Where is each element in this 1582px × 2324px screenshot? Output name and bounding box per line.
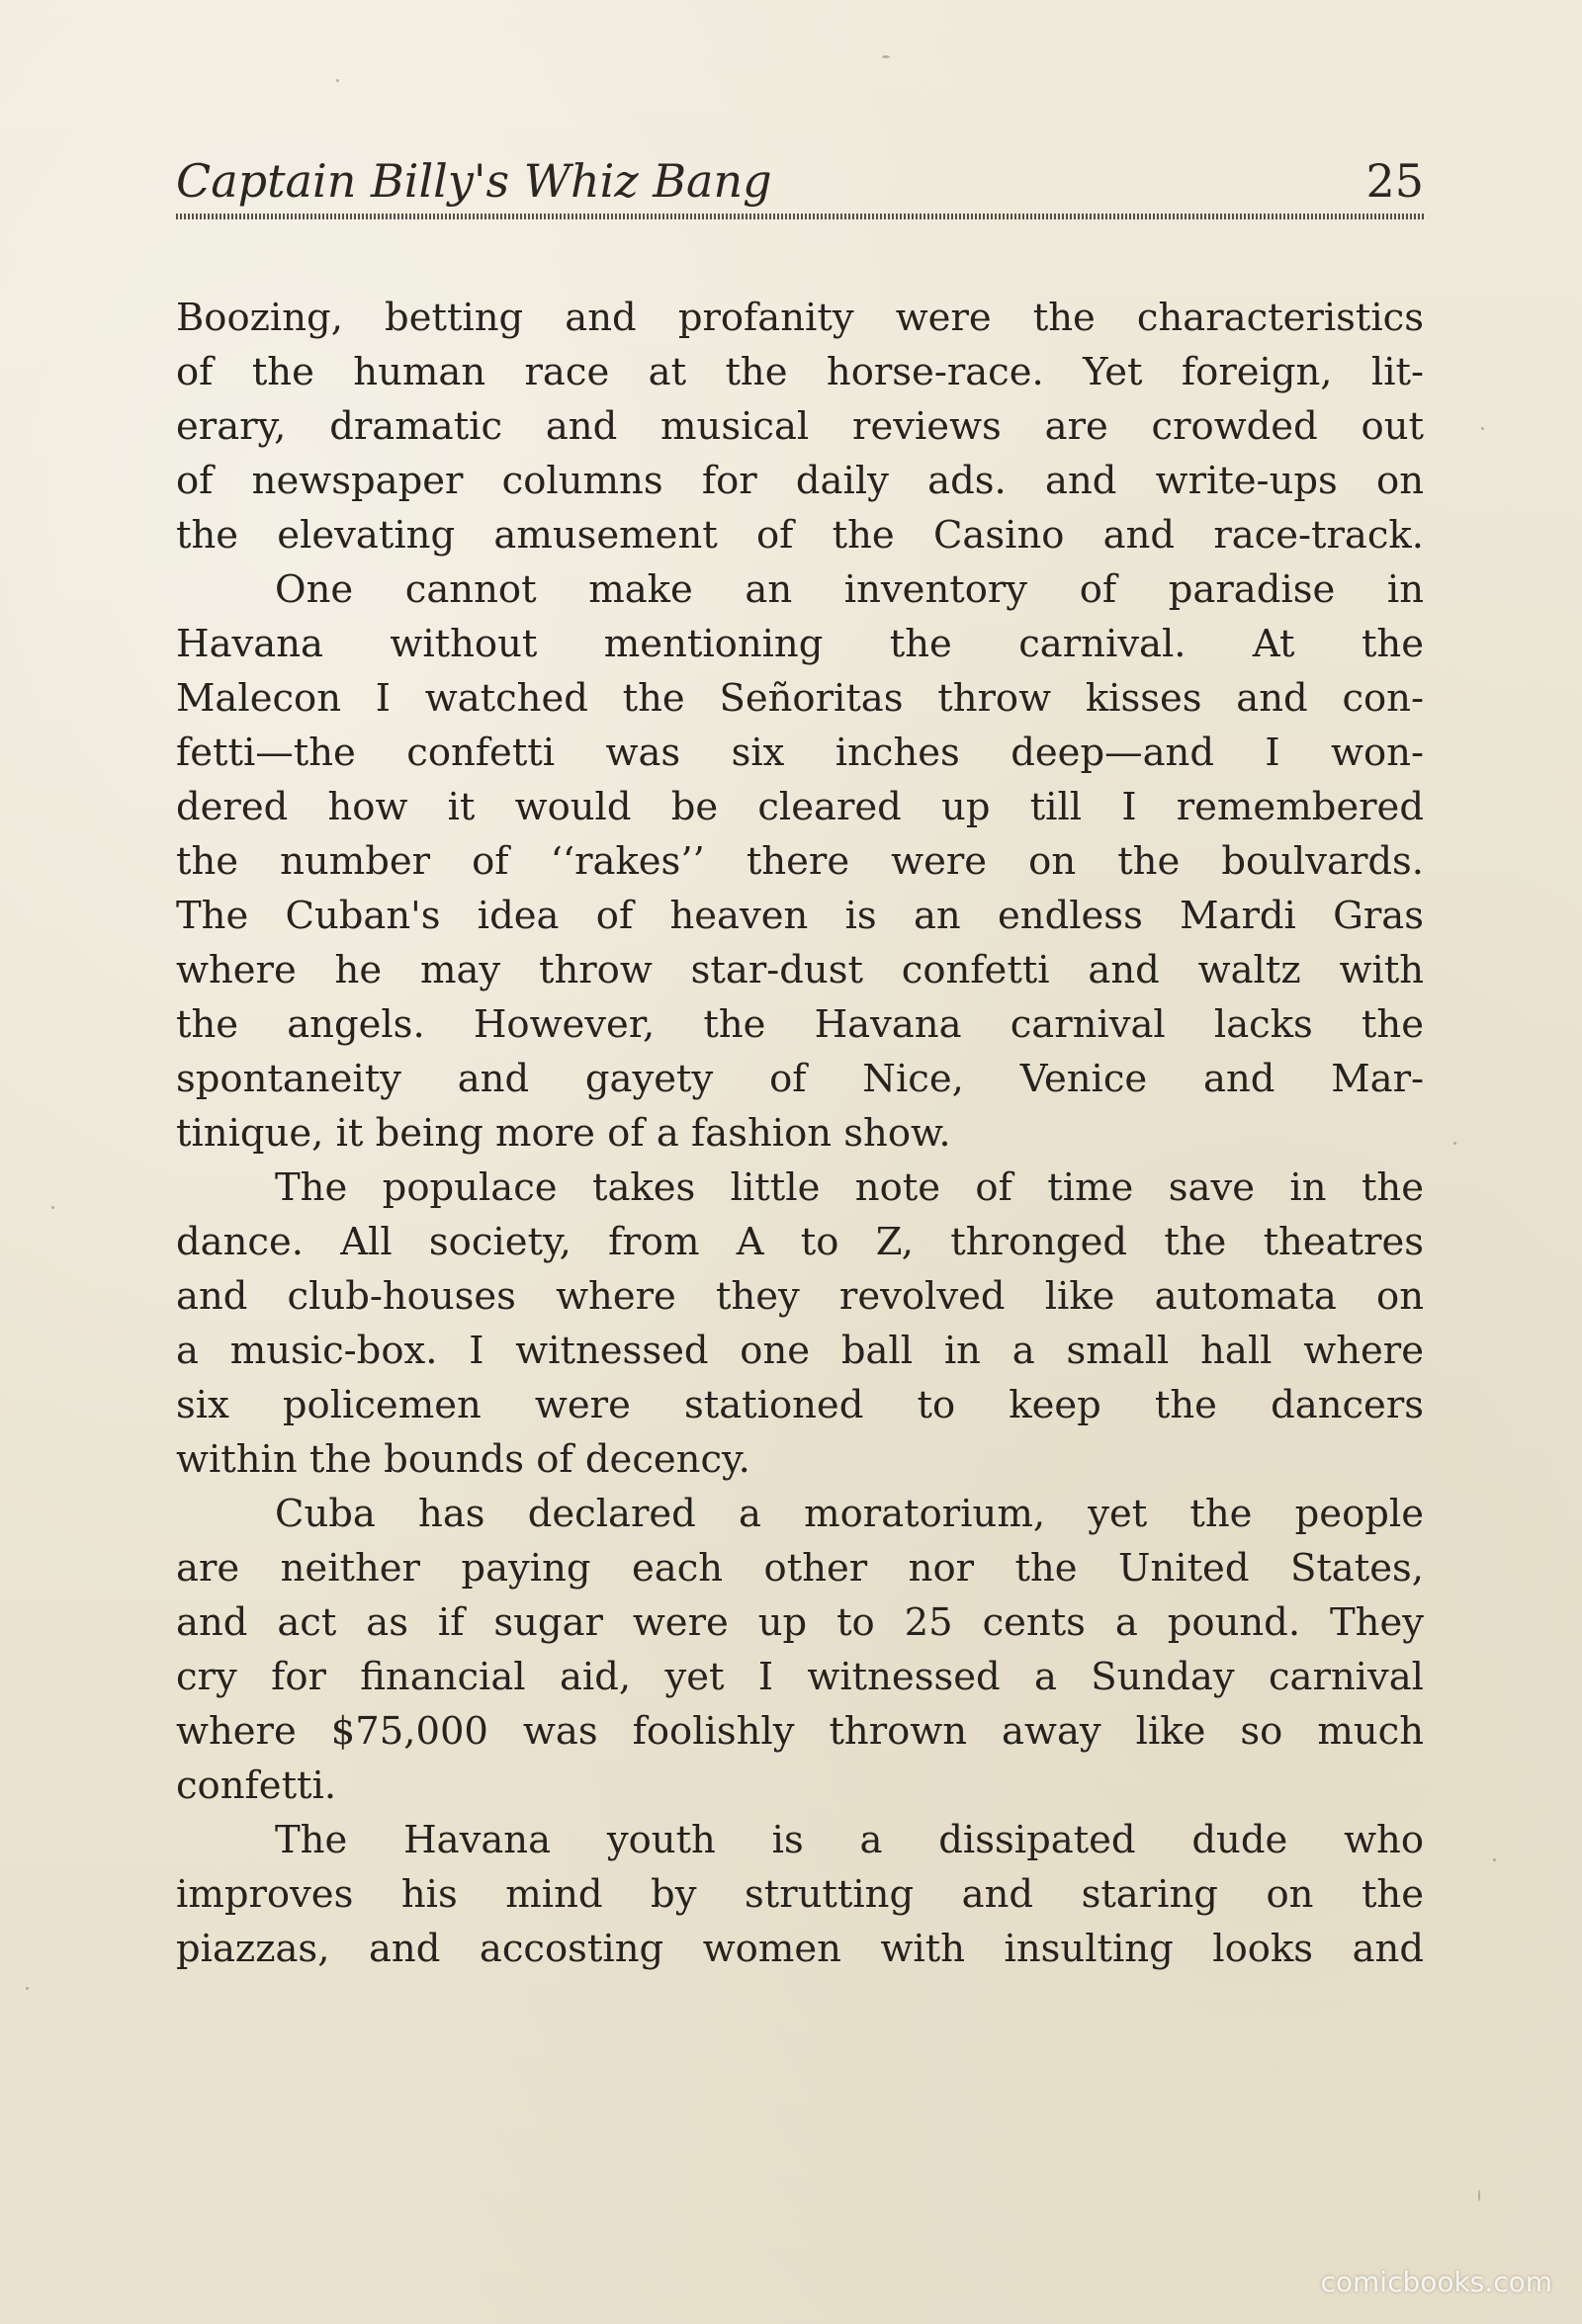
text-line: Malecon I watched the Señoritas throw kisses and con- (176, 676, 1424, 721)
text-line: Boozing, betting and profanity were the characteristics (176, 296, 1424, 340)
text-line: confetti. (176, 1764, 337, 1808)
paper-speck (1453, 1142, 1456, 1145)
text-line: Cuba has declared a moratorium, yet the people (275, 1492, 1424, 1536)
body-text (176, 291, 1424, 1976)
text-line: the elevating amusement of the Casino and race-track. (176, 513, 1424, 558)
paragraph (176, 562, 1424, 1161)
text-line: erary, dramatic and musical reviews are crowded out (176, 404, 1424, 449)
page-number: 25 (1365, 154, 1424, 208)
text-line: The Havana youth is a dissipated dude who (275, 1818, 1424, 1862)
text-line: cry for financial aid, yet I witnessed a Sunday carnival (176, 1655, 1424, 1699)
text-line: a music-box. I witnessed one ball in a small hall where (176, 1329, 1424, 1373)
paper-speck (1481, 427, 1484, 430)
text-line: improves his mind by strutting and staring on the (176, 1872, 1424, 1917)
text-line: the angels. However, the Havana carnival lacks the (176, 1002, 1424, 1047)
paper-speck (26, 1987, 29, 1990)
running-title: Captain Billy's Whiz Bang (176, 154, 772, 208)
text-line: The populace takes little note of time save in the (275, 1165, 1424, 1210)
text-line: One cannot make an inventory of paradise in (275, 567, 1424, 612)
paragraph (176, 1161, 1424, 1487)
paper-speck (336, 79, 339, 82)
text-line: the number of ‘‘rakes’’ there were on the boulvards. (176, 839, 1424, 884)
text-line: of the human race at the horse-race. Yet foreign, lit- (176, 350, 1424, 394)
text-line: where he may throw star-dust confetti and waltz with (176, 948, 1424, 992)
watermark: comicbooks.com (1320, 2266, 1552, 2298)
text-line: tinique, it being more of a fashion show. (176, 1111, 951, 1156)
header-rule (176, 214, 1424, 219)
text-line: and act as if sugar were up to 25 cents a pound. They (176, 1600, 1424, 1645)
text-line: and club-houses where they revolved like automata on (176, 1274, 1424, 1319)
text-line: The Cuban's idea of heaven is an endless Mardi Gras (176, 894, 1424, 938)
text-line: piazzas, and accosting women with insulting looks and (176, 1927, 1424, 1971)
text-line: six policemen were stationed to keep the dancers (176, 1383, 1424, 1427)
paper-speck (882, 55, 890, 58)
text-line: dered how it would be cleared up till I remembered (176, 785, 1424, 829)
text-line: within the bounds of decency. (176, 1437, 750, 1482)
text-line: where $75,000 was foolishly thrown away like so much (176, 1709, 1424, 1754)
paper-speck (1493, 1858, 1496, 1861)
text-line: are neither paying each other nor the United States, (176, 1546, 1424, 1591)
paragraph (176, 291, 1424, 562)
paragraph (176, 1813, 1424, 1976)
text-line: dance. All society, from A to Z, thronged the theatres (176, 1220, 1424, 1264)
text-line: spontaneity and gayety of Nice, Venice and Mar- (176, 1057, 1424, 1101)
paper-speck (51, 1206, 54, 1209)
text-line: fetti—the confetti was six inches deep—and I won- (176, 731, 1424, 775)
text-line: of newspaper columns for daily ads. and write-ups on (176, 459, 1424, 503)
running-header (176, 148, 1424, 214)
text-line: Havana without mentioning the carnival. At the (176, 622, 1424, 666)
paper-speck (1478, 2190, 1480, 2201)
paragraph (176, 1487, 1424, 1813)
